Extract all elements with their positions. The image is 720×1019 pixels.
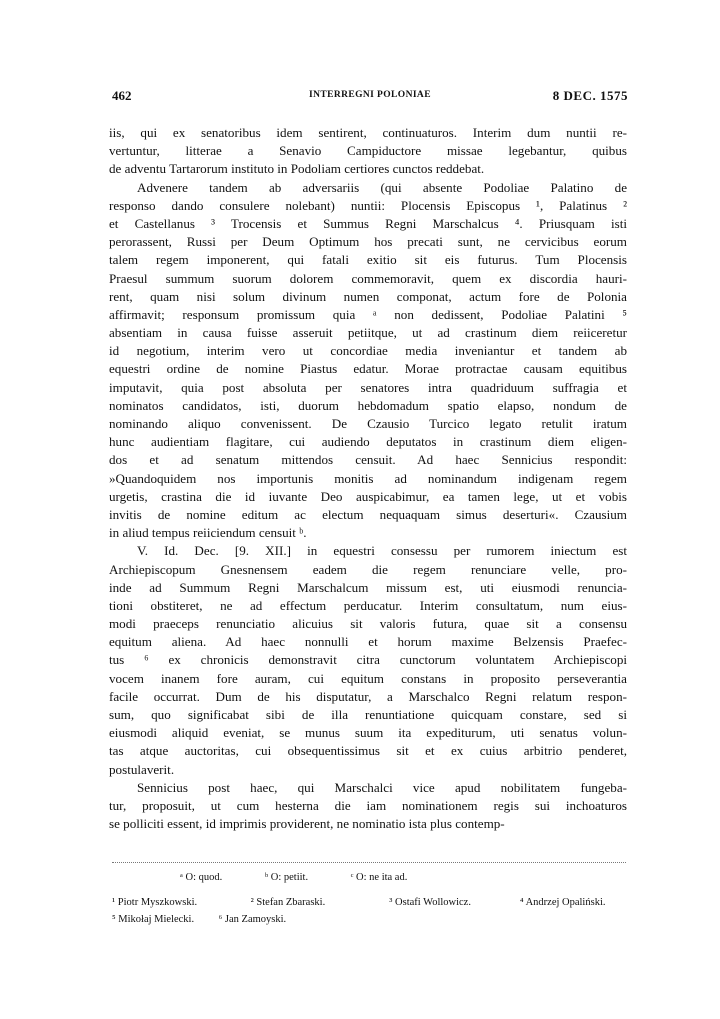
footnote-row-1	[112, 894, 626, 911]
text-line: perorassent, Russi per Deum Optimum hos precati sunt, ne cervicibus eorum	[109, 234, 627, 250]
footnote-3: ³ Ostafi Wollowicz.	[389, 897, 471, 908]
text-line: talem regem imponerent, qui fatali exitio sit eis futurus. Tum Plocensis	[109, 252, 627, 268]
main-text	[109, 124, 627, 833]
running-title: INTERREGNI POLONIAE	[309, 90, 431, 100]
text-line: in aliud tempus reiiciendum censuit ᵇ.	[109, 525, 307, 541]
footnote-1: ¹ Piotr Myszkowski.	[112, 897, 198, 908]
text-line: nominando aliquo convenissent. De Czausio Turcico legato retulit iratum	[109, 416, 627, 431]
footnote-c: ᶜ O: ne ita ad.	[350, 872, 408, 883]
footnote-4: ⁴ Andrzej Opaliński.	[519, 897, 606, 908]
variant-footnotes	[180, 872, 447, 883]
text-line: facile occurrat. Dum de his disputatur, a Marschalco Regni relatum respon-	[109, 688, 627, 704]
text-line: imputavit, quia post absoluta per senatores intra quadriduum suffragia et	[109, 379, 627, 395]
text-line: inde ad Summum Regni Marschalcum missum est, uti eiusmodi renuncia-	[109, 579, 627, 595]
text-line: equitum aliena. Ad haec nonnulli et horum maxime Belzensis Praefec-	[109, 634, 627, 650]
text-line: hunc audientiam flagitare, cui audiendo deputatos in crastinum diem eligen-	[109, 434, 627, 450]
footnote-row-2	[112, 911, 626, 928]
text-line: dos et ad senatum mittendos censuit. Ad haec Sennicius respondit:	[109, 452, 627, 468]
text-line: Sennicius post haec, qui Marschalci vice apud nobilitatem fungeba-	[137, 779, 627, 795]
text-line: se polliciti essent, id imprimis providerent, ne nominatio ista plus contemp-	[109, 816, 505, 832]
text-line: affirmavit; responsum promissum quia ᵃ non dedissent, Podoliae Palatini ⁵	[109, 306, 627, 322]
text-line: de adventu Tartarorum instituto in Podoliam certiores cunctos reddebat.	[109, 161, 485, 177]
text-line: invitis de nomine editum ac electum nequaquam simus deserturi«. Czausium	[109, 506, 627, 522]
text-line: tur, proposuit, ut cum hesterna die iam nominationem regis sui inchoaturos	[109, 797, 627, 813]
text-line: tas atque auctoritas, cui obsequentissimus sit et ex cuius arbitrio penderet,	[109, 743, 627, 759]
text-line: »Quandoquidem nos importunis monitis ad nominandum indigenam regem	[109, 470, 627, 486]
text-line: vocem inanem fore auram, cui equitum constans in proposito perseverantia	[109, 670, 627, 686]
person-footnotes	[112, 894, 626, 928]
text-line: nominatos candidatos, isti, duorum hebdomadum spatio elapso, nondum de	[109, 397, 627, 413]
text-line: urgetis, crastina die id iuvante Deo auspicabimur, ea tamen lege, ut et vobis	[109, 488, 627, 504]
text-line: sum, quo significabat sibi de illa renuntiatione quicquam constare, sed si	[109, 707, 627, 722]
text-line: V. Id. Dec. [9. XII.] in equestri consessu per rumorem iniectum est	[137, 543, 627, 559]
text-line: tus ⁶ ex chronicis demonstravit citra cunctorum voluntatem Archiepiscopi	[109, 652, 627, 668]
text-line: Praesul summum suorum dolorem commemoravit, quem ex discordia hauri-	[109, 270, 627, 286]
text-line: absentiam in causa fuisse asseruit petiitque, ut ad crastinum diem reiiceretur	[109, 325, 627, 341]
text-line: id negotium, interim vero ut concordiae media inveniantur et tandem ab	[109, 343, 627, 359]
text-line: et Castellanus ³ Trocensis et Summus Regni Marschalcus ⁴. Priusquam isti	[109, 215, 627, 231]
text-line: responso dando consulere nolebant) nuntii: Plocensis Episcopus ¹, Palatinus ²	[109, 197, 627, 213]
text-line: rent, quam nisi solum divinum numen componat, actum fore de Polonia	[109, 288, 627, 304]
footnote-2: ² Stefan Zbaraski.	[250, 897, 326, 908]
running-header	[112, 88, 628, 108]
footnote-5: ⁵ Mikołaj Mielecki.	[112, 914, 195, 925]
text-line: postulaverit.	[109, 761, 175, 777]
text-line: eiusmodi aliquid eveniat, se munus suum ita expediturum, uti senatus volun-	[109, 725, 627, 741]
text-line: iis, qui ex senatoribus idem sentirent, continuaturos. Interim dum nuntii re-	[109, 125, 627, 140]
footnote-b: ᵇ O: petiit.	[264, 872, 309, 883]
text-line: modi praeceps renunciatio alicuius sit valoris futura, quae sit a consensu	[109, 616, 627, 632]
text-line: equestri ordine de nomine Piastus edatur. Morae protractae causam equitibus	[109, 361, 627, 377]
text-line: Archiepiscopum Gnesnensem eadem die regem renunciare velle, pro-	[109, 561, 627, 577]
header-date: 8 DEC. 1575	[552, 88, 628, 103]
footnote-a: ᵃ O: quod.	[180, 872, 223, 883]
footnote-6: ⁶ Jan Zamoyski.	[218, 914, 287, 925]
text-line: Advenere tandem ab adversariis (qui absente Podoliae Palatino de	[137, 179, 627, 195]
text-line: vertuntur, litterae a Senavio Campiductore missae legebantur, quibus	[109, 143, 627, 159]
text-line: tioni obstiteret, ne ad effectum perducatur. Interim consultatum, num eius-	[109, 597, 627, 613]
footnote-divider	[112, 862, 626, 863]
page-number: 462	[112, 88, 132, 103]
